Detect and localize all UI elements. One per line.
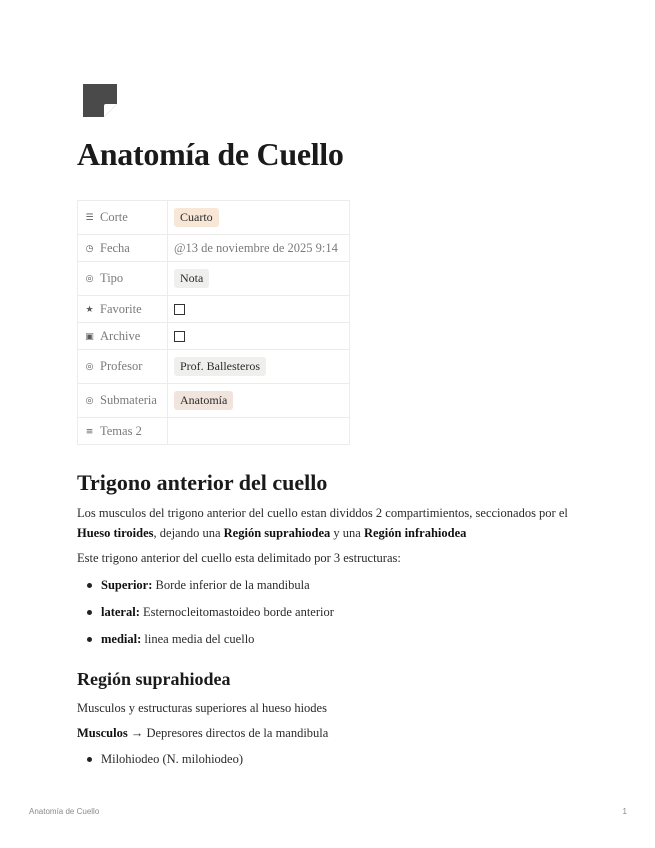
bullet-list xyxy=(77,575,334,656)
favorite-checkbox[interactable] xyxy=(174,304,185,315)
tipo-tag[interactable]: Nota xyxy=(174,269,209,288)
paragraph-musculos: Musculos → Depresores directos de la mandibula xyxy=(77,726,329,740)
property-row-corte xyxy=(78,201,350,235)
property-row-profesor xyxy=(78,350,350,384)
subsection-heading: Región suprahiodea xyxy=(77,669,231,689)
property-key: ★ Favorite xyxy=(78,296,168,323)
clock-icon: ◷ xyxy=(85,243,94,254)
property-value xyxy=(168,296,350,323)
property-row-tipo xyxy=(78,262,350,296)
property-row-temas xyxy=(78,418,350,445)
property-row-favorite xyxy=(78,296,350,323)
property-value[interactable] xyxy=(168,201,350,235)
property-value[interactable] xyxy=(168,350,350,384)
property-row-archive xyxy=(78,323,350,350)
property-key: ◎ Tipo xyxy=(78,262,168,296)
property-value[interactable] xyxy=(168,262,350,296)
property-key: ☰ Corte xyxy=(78,201,168,235)
page-title: Anatomía de Cuello xyxy=(77,136,344,172)
star-icon: ★ xyxy=(85,304,94,315)
property-key: ≡ Temas 2 xyxy=(78,418,168,445)
property-key: ◎ Profesor xyxy=(78,350,168,384)
paragraph-intro: Los musculos del trigono anterior del cuello estan dividdos 2 compartimientos, seccionados por el Hueso tiroides, dejando una Región suprahiodea y una Región infrahiodea xyxy=(77,506,568,540)
select-icon: ◎ xyxy=(85,396,94,406)
property-key: ◷ Fecha xyxy=(78,235,168,262)
property-value[interactable] xyxy=(168,235,350,262)
note-icon xyxy=(83,84,117,117)
list-item: Milohiodeo (N. milohiodeo) xyxy=(77,749,243,776)
archive-checkbox[interactable] xyxy=(174,331,185,342)
bullet-list xyxy=(77,749,243,776)
paragraph-supra: Musculos y estructuras superiores al hueso hiodes xyxy=(77,701,327,715)
submateria-tag[interactable]: Anatomía xyxy=(174,391,233,410)
list-icon: ≡ xyxy=(85,426,94,437)
list-item: Superior: Borde inferior de la mandibula xyxy=(77,575,334,602)
list-item: lateral: Esternocleitomastoideo borde anterior xyxy=(77,602,334,629)
property-key: ◎ Submateria xyxy=(78,384,168,418)
property-row-fecha xyxy=(78,235,350,262)
archive-icon: ▣ xyxy=(85,331,94,342)
property-row-submateria xyxy=(78,384,350,418)
fecha-date[interactable]: @13 de noviembre de 2025 9:14 xyxy=(174,240,338,255)
property-key: ▣ Archive xyxy=(78,323,168,350)
list-item: medial: linea media del cuello xyxy=(77,629,334,656)
profesor-tag[interactable]: Prof. Ballesteros xyxy=(174,357,266,376)
property-value xyxy=(168,323,350,350)
corte-tag[interactable]: Cuarto xyxy=(174,208,219,227)
page-number: 1 xyxy=(622,807,627,816)
property-value[interactable] xyxy=(168,384,350,418)
section-heading: Trigono anterior del cuello xyxy=(77,470,328,495)
paragraph-limits: Este trigono anterior del cuello esta delimitado por 3 estructuras: xyxy=(77,551,401,565)
property-value[interactable] xyxy=(168,418,350,445)
select-icon: ◎ xyxy=(85,274,94,284)
properties-table xyxy=(77,200,350,445)
layers-icon: ☰ xyxy=(85,213,94,223)
footer-title: Anatomía de Cuello xyxy=(29,807,100,816)
select-icon: ◎ xyxy=(85,362,94,372)
